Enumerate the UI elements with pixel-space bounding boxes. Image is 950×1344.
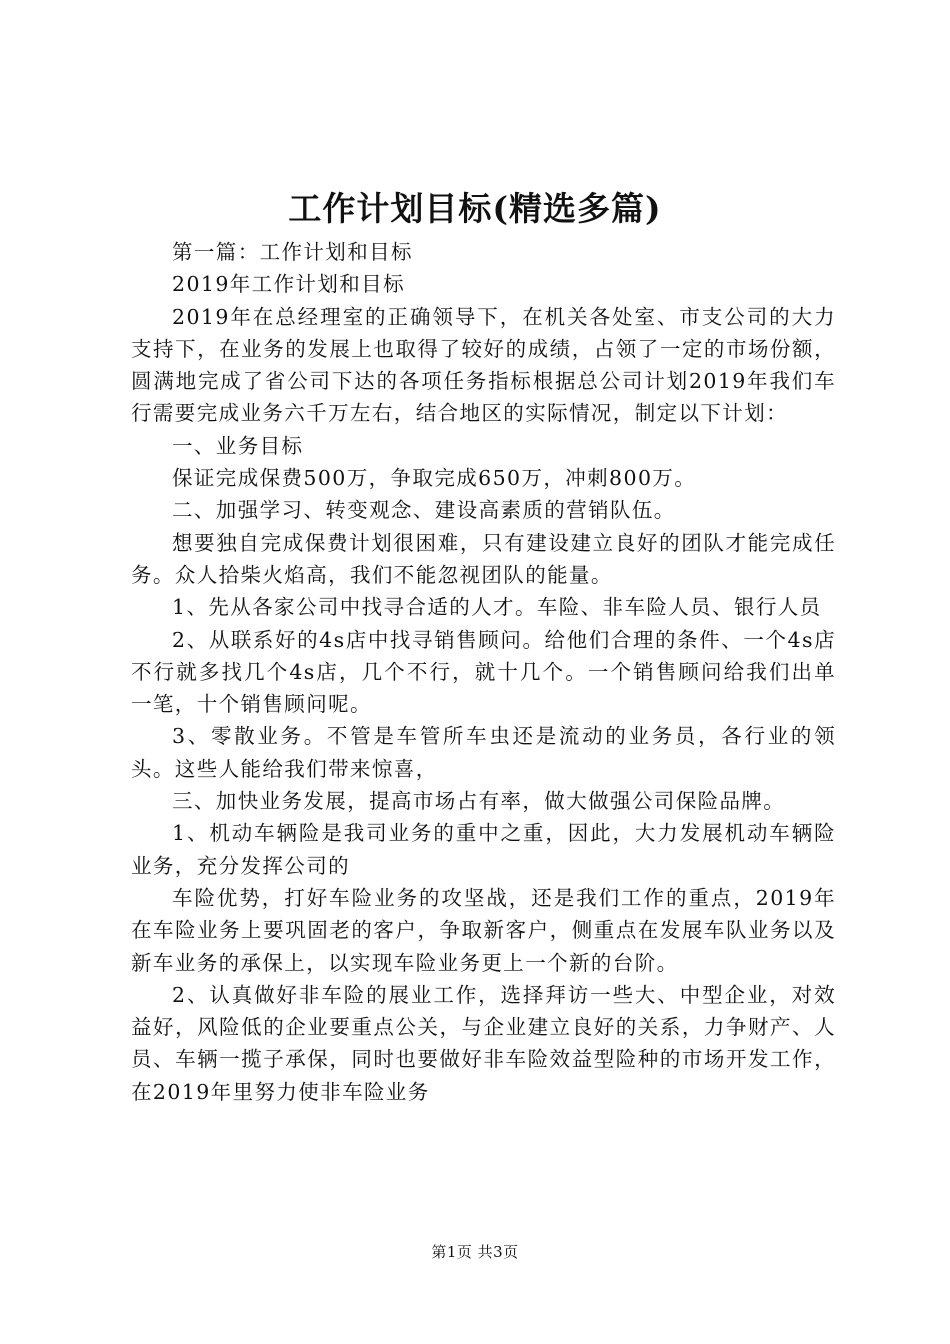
body-paragraph: 想要独自完成保费计划很困难，只有建设建立良好的团队才能完成任务。众人拾柴火焰高，我们不能忽视团队的能量。 <box>131 530 836 587</box>
section-heading: 一、业务目标 <box>172 433 304 458</box>
list-item: 1、先从各家公司中找寻合适的人才。车险、非车险人员、银行人员 <box>172 595 822 620</box>
document-body <box>131 236 836 1108</box>
list-item: 3、零散业务。不管是车管所车虫还是流动的业务员，各行业的领头。这些人能给我们带来惊喜， <box>131 724 836 781</box>
section-heading: 二、加强学习、转变观念、建设高素质的营销队伍。 <box>172 498 676 523</box>
document-title: 工作计划目标(精选多篇) <box>288 189 662 228</box>
section-heading: 三、加快业务发展，提高市场占有率，做大做强公司保险品牌。 <box>172 789 786 814</box>
body-paragraph: 2019年在总经理室的正确领导下，在机关各处室、市支公司的大力支持下，在业务的发展上也取得了较好的成绩，占领了一定的市场份额，圆满地完成了省公司下达的各项任务指标根据总公司计划2019年我们车行需要完成业务六千万左右，结合地区的实际情况，制定以下计划： <box>131 304 836 426</box>
subheading: 2019年工作计划和目标 <box>172 272 405 297</box>
page-number: 第1页 共3页 <box>431 1243 519 1261</box>
body-paragraph: 保证完成保费500万，争取完成650万，冲刺800万。 <box>172 466 697 491</box>
list-item: 1、机动车辆险是我司业务的重中之重，因此，大力发展机动车辆险业务，充分发挥公司的 <box>131 821 836 878</box>
body-paragraph: 车险优势，打好车险业务的攻坚战，还是我们工作的重点，2019年在车险业务上要巩固老的客户，争取新客户，侧重点在发展车队业务以及新车业务的承保上，以实现车险业务更上一个新的台阶。 <box>131 885 836 975</box>
list-item: 2、从联系好的4s店中找寻销售顾问。给他们合理的条件、一个4s店不行就多找几个4s店，几个不行，就十几个。一个销售顾问给我们出单一笔，十个销售顾问呢。 <box>131 627 836 717</box>
list-item: 2、认真做好非车险的展业工作，选择拜访一些大、中型企业，对效益好，风险低的企业要重点公关，与企业建立良好的关系，力争财产、人员、车辆一揽子承保，同时也要做好非车险效益型险种的市场开发工作，在2019年里努力使非车险业务 <box>131 982 836 1104</box>
section-heading: 第一篇：工作计划和目标 <box>172 240 413 264</box>
